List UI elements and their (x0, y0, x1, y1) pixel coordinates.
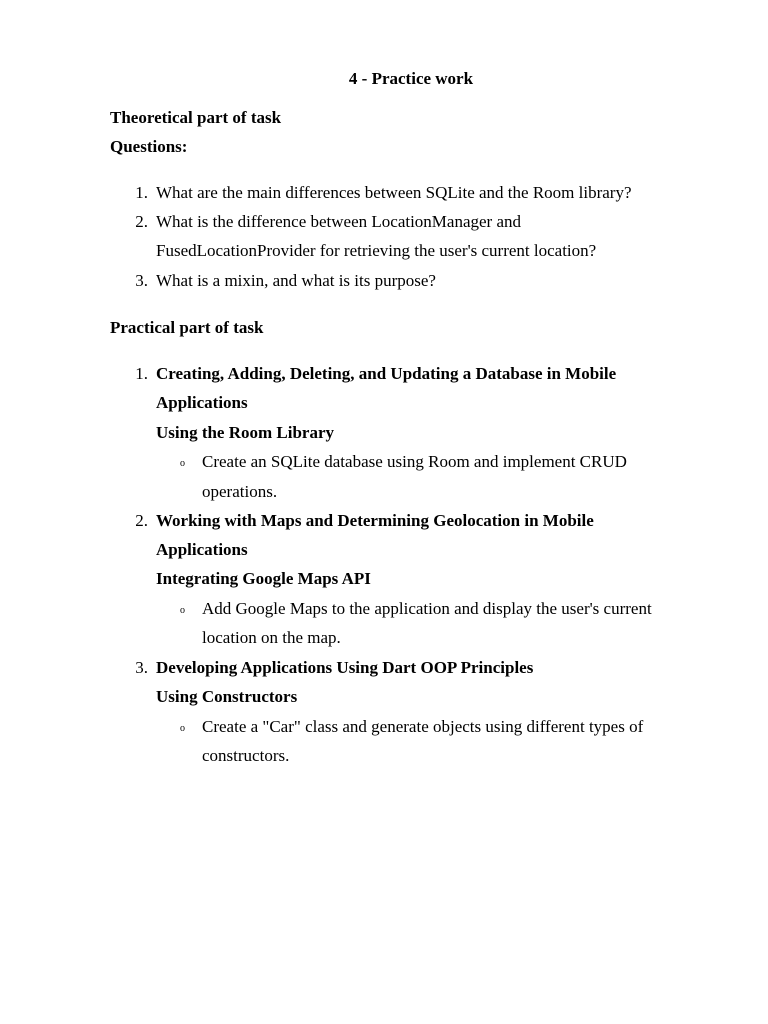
task-title: Developing Applications Using Dart OOP Principles (156, 658, 534, 677)
bullet-marker: o (180, 458, 185, 469)
task-description: Create a "Car" class and generate objects using different types of (202, 717, 644, 736)
question-text: What is a mixin, and what is its purpose? (156, 271, 436, 290)
list-number: 2. (135, 212, 148, 231)
task-subtitle: Using Constructors (156, 687, 298, 706)
list-number: 1. (135, 364, 148, 383)
task-subtitle: Using the Room Library (156, 423, 335, 442)
question-text: What is the difference between LocationManager and (156, 212, 522, 231)
question-text: FusedLocationProvider for retrieving the user's current location? (156, 241, 597, 260)
list-number: 1. (135, 183, 148, 202)
task-description: operations. (202, 482, 278, 501)
task-subtitle: Integrating Google Maps API (156, 569, 371, 588)
bullet-marker: o (180, 605, 185, 616)
task-title: Applications (156, 540, 248, 559)
task-title: Working with Maps and Determining Geolocation in Mobile (156, 511, 594, 530)
task-description: constructors. (202, 746, 290, 765)
task-description: Create an SQLite database using Room and implement CRUD (202, 452, 627, 471)
list-number: 3. (135, 658, 148, 677)
task-description: Add Google Maps to the application and display the user's current (202, 599, 652, 618)
practice-heading: Practical part of task (110, 318, 264, 337)
page-title: 4 - Practice work (348, 69, 474, 88)
question-text: What are the main differences between SQLite and the Room library? (156, 183, 632, 202)
questions-label: Questions: (110, 137, 188, 156)
bullet-marker: o (180, 723, 185, 734)
task-description: location on the map. (202, 628, 341, 647)
task-title: Creating, Adding, Deleting, and Updating a Database in Mobile (156, 364, 617, 383)
task-title: Applications (156, 393, 248, 412)
list-number: 2. (135, 511, 148, 530)
list-number: 3. (135, 271, 148, 290)
theory-heading: Theoretical part of task (110, 108, 282, 127)
